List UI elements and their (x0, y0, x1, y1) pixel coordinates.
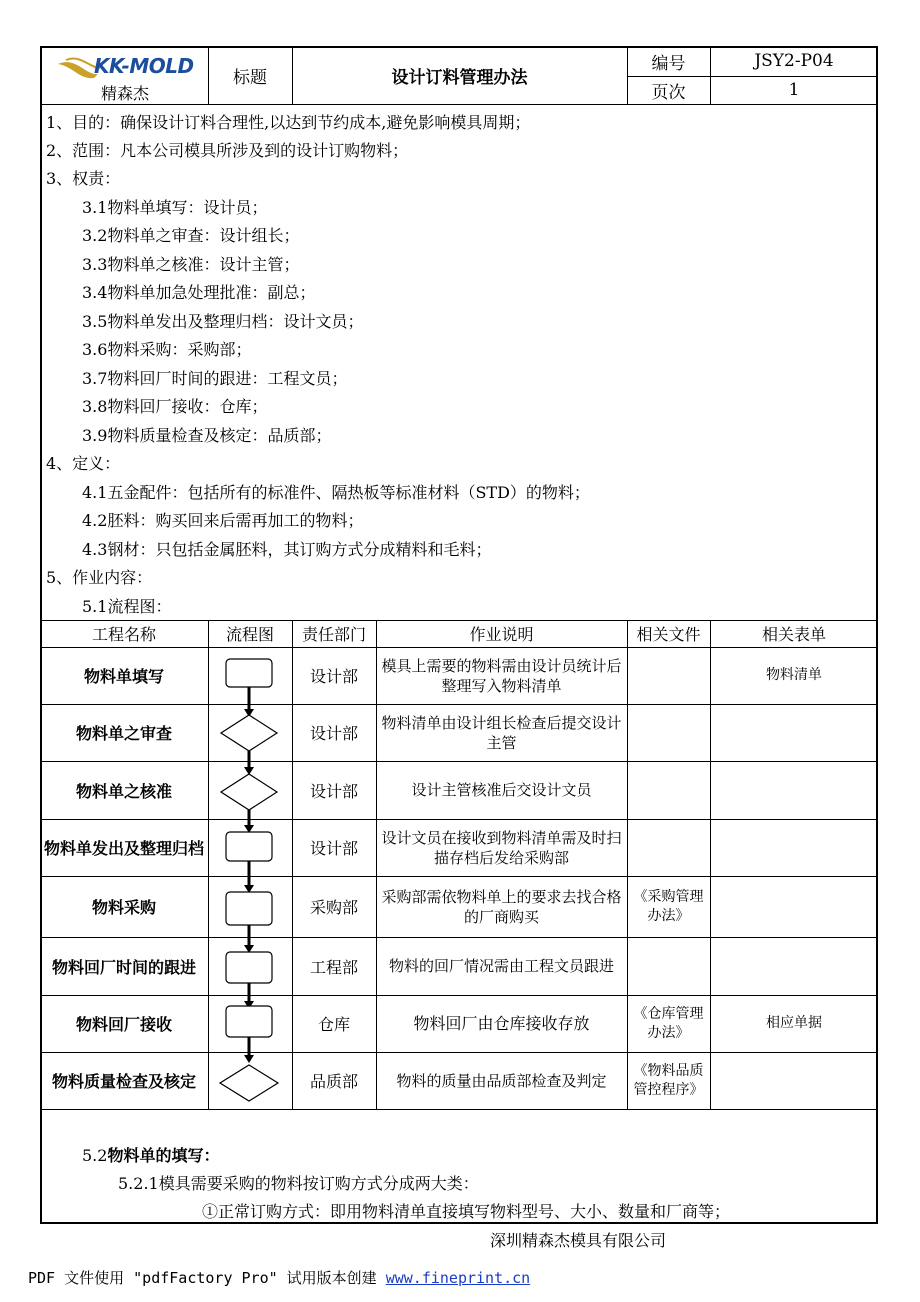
section-definition-title: 4、定义： (46, 454, 121, 473)
related-form (710, 819, 878, 876)
col-header-files: 相关文件 (636, 625, 701, 644)
number-value: JSY2-P04 (754, 51, 834, 71)
related-form (710, 704, 878, 761)
process-name: 物料单填写 (83, 667, 164, 686)
title-label: 标题 (233, 67, 267, 88)
related-file (630, 704, 707, 761)
flowchart-diagram (208, 647, 292, 1109)
col-header-forms: 相关表单 (761, 625, 826, 644)
department: 设计部 (309, 667, 358, 686)
related-file: 《物料品质管控程序》 (633, 1062, 704, 1098)
footer-company: 深圳精森杰模具有限公司 (490, 1231, 667, 1250)
related-file: 《仓库管理办法》 (633, 1005, 704, 1041)
related-file (630, 937, 707, 995)
decision-diamond (221, 715, 277, 751)
process-name: 物料质量检查及核定 (51, 1072, 196, 1091)
responsibility-item: 3.5物料单发出及整理归档：设计文员； (82, 312, 364, 331)
description: 物料清单由设计组长检查后提交设计主管 (381, 713, 622, 752)
related-file (630, 761, 707, 819)
process-name: 物料回厂接收 (75, 1015, 172, 1034)
order-method-item: ①正常订购方式：即用物料清单直接填写物料型号、大小、数量和厂商等； (202, 1202, 731, 1221)
process-box (226, 892, 272, 925)
table-line (40, 1109, 878, 1110)
process-name: 物料单发出及整理归档 (44, 839, 205, 858)
number-label: 编号 (651, 53, 686, 74)
definition-item: 4.2胚料：购买回来后需再加工的物料； (82, 511, 364, 530)
company-short-name: 精森杰 (100, 84, 149, 103)
section-work-title: 5、作业内容： (46, 568, 153, 587)
related-file: 《采购管理办法》 (633, 888, 704, 924)
section-52-text: 物料单的填写： (107, 1146, 220, 1165)
section-scope: 2、范围：凡本公司模具所涉及到的设计订购物料； (46, 141, 409, 160)
responsibility-item: 3.7物料回厂时间的跟进：工程文员； (82, 369, 348, 388)
responsibility-item: 3.1物料单填写：设计员； (82, 198, 268, 217)
description: 采购部需依物料单上的要求去找合格的厂商购买 (381, 887, 622, 926)
related-form (710, 761, 878, 819)
related-form: 相应单据 (766, 1015, 822, 1031)
table-col-line (376, 620, 377, 1109)
responsibility-item: 3.6物料采购：采购部； (82, 340, 252, 359)
process-box (226, 952, 272, 983)
process-name: 物料采购 (91, 898, 156, 917)
department: 工程部 (309, 957, 358, 977)
related-form: 物料清单 (766, 667, 822, 683)
process-box (226, 659, 272, 687)
section-52-number: 5.2 (82, 1146, 108, 1165)
related-file (630, 647, 707, 704)
col-header-department: 责任部门 (301, 625, 366, 644)
department: 设计部 (309, 781, 358, 801)
section-purpose: 1、目的：确保设计订料合理性,以达到节约成本,避免影响模具周期； (46, 113, 531, 132)
page-label: 页次 (651, 82, 686, 103)
description: 物料的回厂情况需由工程文员跟进 (388, 957, 614, 975)
col-header-process: 工程名称 (91, 625, 156, 644)
responsibility-item: 3.8物料回厂接收：仓库； (82, 397, 268, 416)
description: 物料的质量由品质部检查及判定 (396, 1071, 607, 1090)
process-box (226, 1006, 272, 1037)
related-form (710, 937, 878, 995)
department: 采购部 (309, 898, 358, 917)
description: 模具上需要的物料需由设计员统计后整理写入物料清单 (381, 656, 622, 695)
department: 设计部 (309, 839, 358, 858)
department: 设计部 (309, 724, 358, 743)
company-logo (56, 50, 196, 82)
description: 设计文员在接收到物料清单需及时扫描存档后发给采购部 (381, 828, 622, 867)
related-form (710, 1052, 878, 1109)
table-col-line (627, 620, 628, 1109)
page-value: 1 (788, 80, 800, 100)
process-name: 物料回厂时间的跟进 (51, 957, 196, 977)
section-responsibility-title: 3、权责： (46, 169, 121, 188)
document-title: 设计订料管理办法 (391, 67, 528, 88)
definition-item: 4.1五金配件：包括所有的标准件、隔热板等标准材料（STD）的物料； (82, 483, 590, 502)
description: 物料回厂由仓库接收存放 (413, 1013, 590, 1033)
process-box (226, 832, 272, 861)
section-521: 5.2.1模具需要采购的物料按订购方式分成两大类： (118, 1174, 479, 1193)
process-name: 物料单之核准 (75, 781, 172, 801)
fineprint-link[interactable]: www.fineprint.cn (385, 1269, 531, 1287)
department: 仓库 (317, 1015, 350, 1034)
col-header-description: 作业说明 (469, 625, 534, 644)
decision-diamond (220, 1065, 278, 1101)
header-bottom-line (40, 104, 878, 105)
related-form (710, 876, 878, 937)
flow-arrow-head (244, 1055, 254, 1063)
responsibility-item: 3.4物料单加急处理批准：副总； (82, 283, 316, 302)
department: 品质部 (309, 1072, 358, 1091)
responsibility-item: 3.3物料单之核准：设计主管； (82, 255, 300, 274)
section-52-title (82, 1146, 219, 1166)
related-file (630, 819, 707, 876)
flowchart-title: 5.1流程图： (82, 597, 172, 616)
responsibility-item: 3.2物料单之审查：设计组长； (82, 226, 300, 245)
logo-text: KK-MOLD (94, 54, 194, 78)
process-name: 物料单之审查 (75, 724, 172, 743)
pdf-note-text: PDF 文件使用 "pdfFactory Pro" 试用版本创建 (28, 1269, 377, 1287)
col-header-flowchart: 流程图 (225, 625, 274, 644)
definition-item: 4.3钢材：只包括金属胚料，其订购方式分成精料和毛料； (82, 540, 492, 559)
description: 设计主管核准后交设计文员 (411, 781, 592, 799)
decision-diamond (221, 774, 277, 810)
pdf-note (28, 1268, 530, 1288)
responsibility-item: 3.9物料质量检查及核定：品质部； (82, 426, 332, 445)
